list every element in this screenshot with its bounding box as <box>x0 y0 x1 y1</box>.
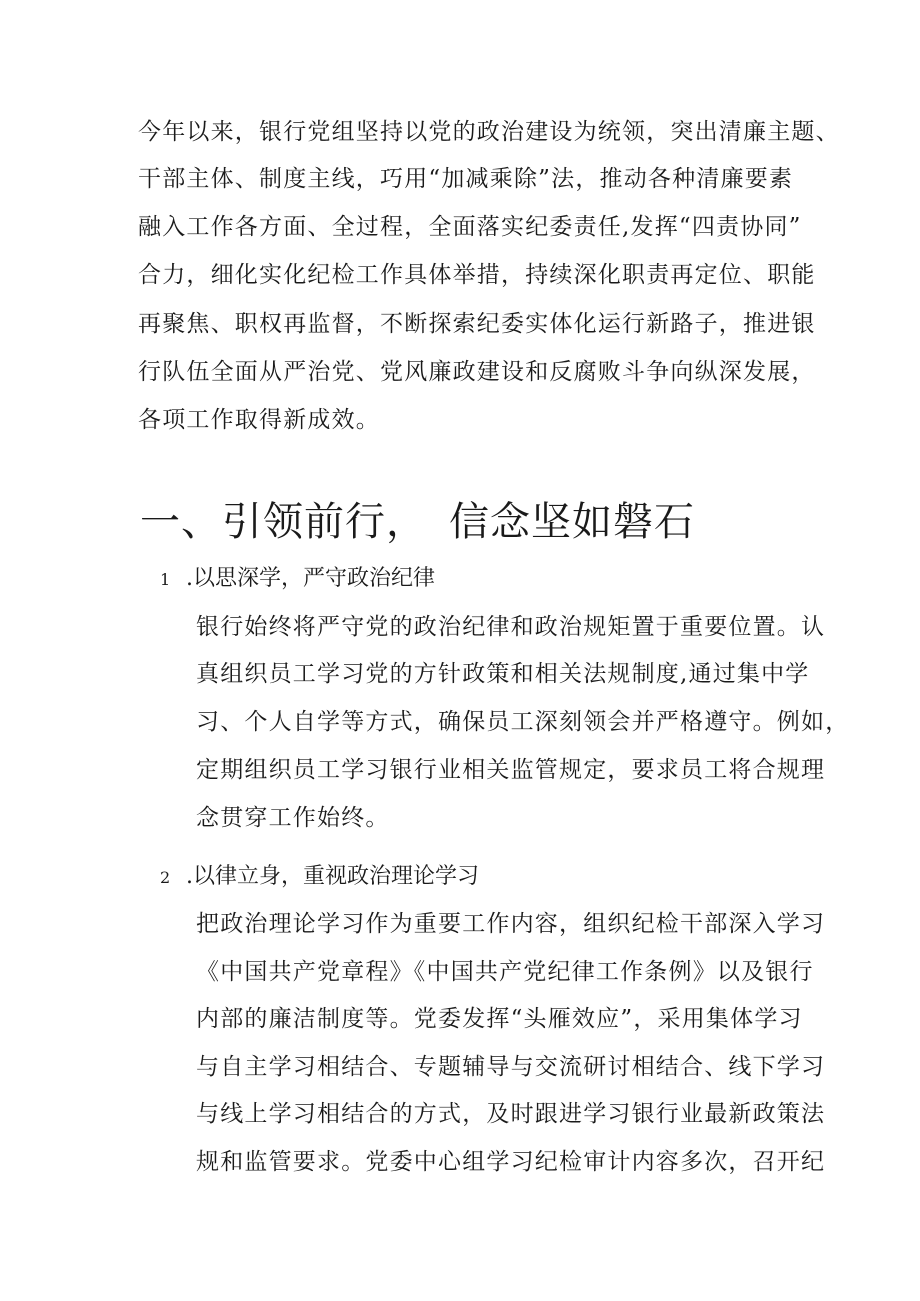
item-1-line: 念贯穿工作始终。 <box>196 805 390 831</box>
section-heading-part1: 一、引领前行， <box>140 499 427 545</box>
item-1-line: 银行始终将严守党的政治纪律和政治规矩置于重要位置。认 <box>196 614 826 640</box>
item-1-line: 真组织员工学习党的方针政策和相关法规制度,通过集中学 <box>196 661 810 687</box>
item-1-line: 定期组织员工学习银行业相关监管规定，要求员工将合规理 <box>196 757 826 783</box>
intro-line: 干部主体、制度主线，巧用“加减乘除”法，推动各种清廉要素 <box>138 166 794 192</box>
intro-line: 融入工作各方面、全过程，全面落实纪委责任,发挥“四责协同” <box>138 214 802 240</box>
item-title-text: .以思深学，严守政治纪律 <box>186 566 435 591</box>
intro-line: 各项工作取得新成效。 <box>138 407 380 433</box>
item-2-line: 规和监管要求。党委中心组学习纪检审计内容多次，召开纪 <box>196 1149 826 1175</box>
item-2-line: 《中国共产党章程》《中国共产党纪律工作条例》以及银行 <box>196 959 814 985</box>
item-2-line: 与自主学习相结合、专题辅导与交流研讨相结合、线下学习 <box>196 1054 826 1080</box>
item-number: 2 <box>160 868 171 887</box>
item-number: 1 <box>160 570 171 589</box>
item-2-line: 与线上学习相结合的方式，及时跟进学习银行业最新政策法 <box>196 1101 826 1127</box>
intro-line: 今年以来，银行党组坚持以党的政治建设为统领，突出清廉主题、 <box>138 119 840 145</box>
item-2-line: 把政治理论学习作为重要工作内容，组织纪检干部深入学习 <box>196 911 826 937</box>
intro-line: 合力，细化实化纪检工作具体举措，持续深化职责再定位、职能 <box>138 262 816 288</box>
item-title-text: .以律立身，重视政治理论学习 <box>186 864 479 889</box>
item-1-line: 习、个人自学等方式，确保员工深刻领会并严格遵守。例如， <box>196 709 850 735</box>
item-title-2 <box>160 862 479 893</box>
section-heading-part2: 信念坚如磐石 <box>449 499 695 545</box>
item-2-line: 内部的廉洁制度等。党委发挥“头雁效应”，采用集体学习 <box>196 1006 803 1032</box>
intro-line: 行队伍全面从严治党、党风廉政建设和反腐败斗争向纵深发展， <box>138 359 816 385</box>
item-title-1 <box>160 564 435 595</box>
intro-line: 再聚焦、职权再监督，不断探索纪委实体化运行新路子，推进银 <box>138 311 816 337</box>
section-heading <box>140 496 695 548</box>
